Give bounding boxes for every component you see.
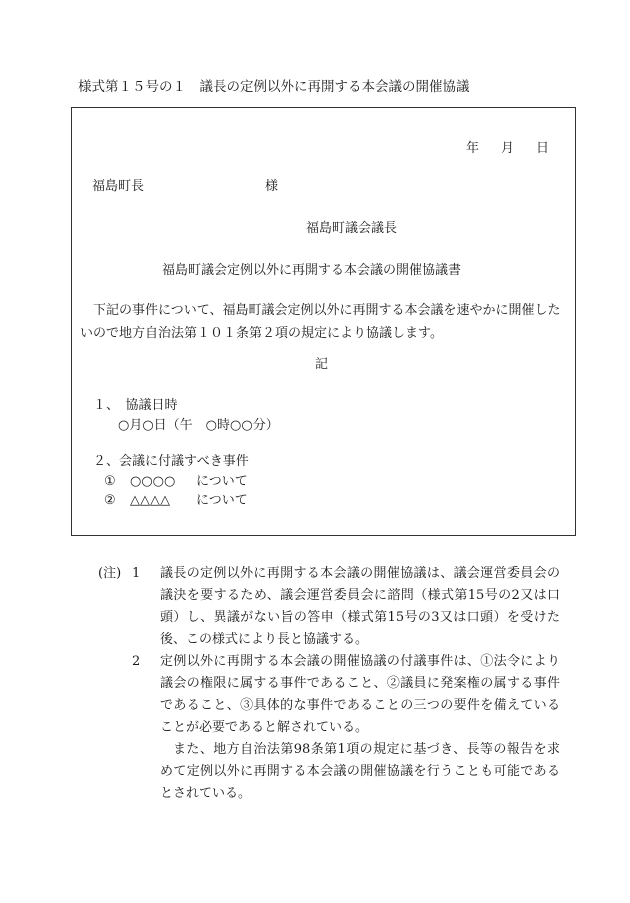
sub-item-suffix: について	[196, 474, 248, 489]
sender: 福島町議会議長	[306, 221, 398, 236]
note-number: 1	[132, 566, 141, 581]
sub-item-suffix: について	[196, 493, 248, 508]
notes-section	[98, 563, 560, 805]
note-1	[98, 563, 560, 651]
notes-prefix: (注)	[98, 566, 122, 581]
note-text: 議長の定例以外に再開する本会議の開催協議は、議会運営委員会の議決を要するため、議会運営委員会に諮問（様式第15号の2又は口頭）し、異議がない旨の答申（様式第15号の3又は口頭）を受けた後、この様式により長と協議する。	[160, 566, 560, 647]
sub-item-name: ○○○○	[130, 474, 176, 489]
body-paragraph: 下記の事件について、福島町議会定例以外に再開する本会議を速やかに開催したいので地方自治法第１０１条第２項の規定により協議します。	[80, 303, 561, 341]
note-text: 定例以外に再開する本会議の開催協議の付議事件は、①法令により議会の権限に属する事件であること、②議員に発案権の属する事件であること、③具体的な事件であることの三つの要件を備えていることが必要であると解されている。	[160, 654, 560, 735]
note-number: 2	[132, 654, 141, 669]
sub-item-1	[104, 475, 248, 488]
date-year: 年	[465, 141, 479, 156]
note-2-extra: また、地方自治法第98条第1項の規定に基づき、長等の報告を求めて定例以外に再開する本会議の開催協議を行うことも可能であるとされている。	[160, 742, 560, 801]
honorific: 様	[265, 179, 279, 194]
item1-label: １、 協議日時	[93, 398, 178, 413]
date-line	[466, 142, 549, 155]
sub-item-2	[104, 494, 248, 507]
date-month: 月	[500, 141, 514, 156]
note-2	[98, 651, 560, 739]
sub-item-num: ②	[104, 493, 116, 508]
document-title: 福島町議会定例以外に再開する本会議の開催協議書	[162, 263, 462, 278]
sub-item-num: ①	[104, 474, 116, 489]
item2-label: ２、会議に付議すべき事件	[93, 454, 249, 469]
body-text	[80, 299, 568, 345]
date-day: 日	[535, 141, 549, 156]
ki-marker: 記	[315, 357, 329, 372]
addressee: 福島町長	[92, 179, 145, 194]
form-title: 様式第１５号の１ 議長の定例以外に再開する本会議の開催協議	[78, 79, 470, 95]
item1-detail: ○月○日（午 ○時○○分）	[118, 418, 279, 433]
sub-item-name: △△△△	[130, 493, 170, 508]
